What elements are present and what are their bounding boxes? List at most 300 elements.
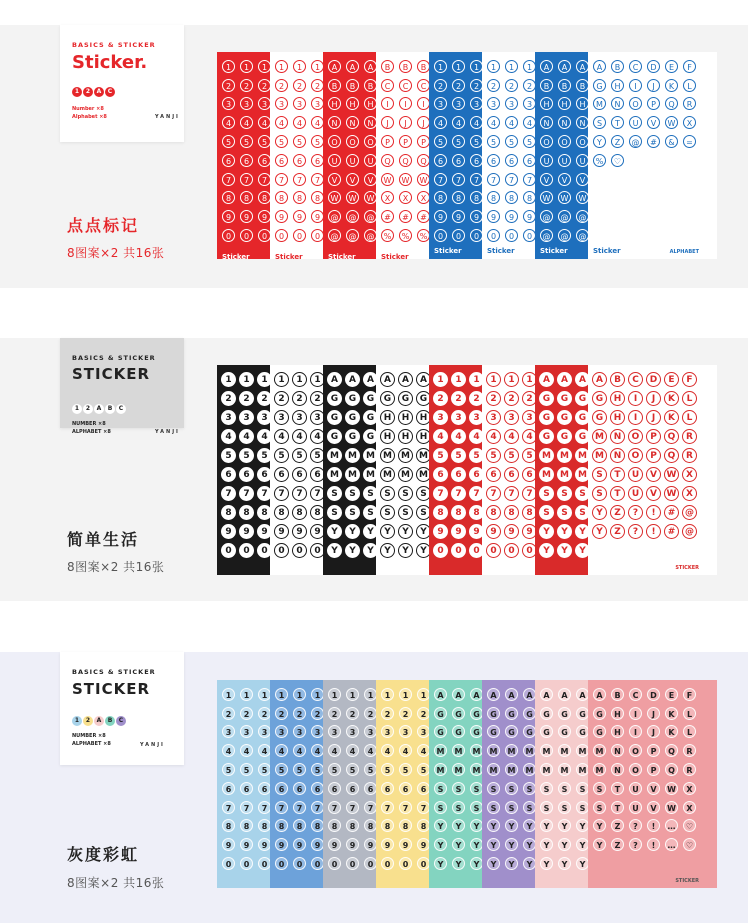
sticker-cell (627, 741, 644, 760)
sticker-cell (379, 427, 396, 446)
sticker-cell (273, 484, 290, 503)
sticker-cell (574, 408, 588, 427)
sticker-cell (468, 57, 482, 76)
sticker-dot: A (593, 688, 606, 701)
sticker-cell (450, 723, 467, 742)
sticker-dot: 8 (451, 505, 466, 520)
sticker-cell (344, 522, 361, 541)
sticker-dot: 0 (486, 543, 501, 558)
sticker-dot: 1 (522, 372, 535, 387)
sticker-cell (362, 522, 376, 541)
sticker-dot: @ (540, 229, 553, 242)
sticker-cell (591, 370, 608, 389)
sticker-dot: 8 (364, 819, 376, 832)
sticker-cell (645, 95, 662, 114)
sticker-dot: @ (558, 210, 571, 223)
sticker-dot: S (434, 801, 447, 814)
sticker-cell (238, 522, 255, 541)
sticker-dot: J (647, 79, 660, 92)
sticker-cell (309, 427, 323, 446)
sticker-cell (538, 408, 555, 427)
sticker-dot: M (576, 763, 588, 776)
sticker-cell (291, 151, 308, 170)
sticker-cell (663, 741, 680, 760)
sticker-cell (326, 541, 343, 560)
sticker-cell (220, 370, 237, 389)
sticker-cell (503, 704, 520, 723)
section-subtitle: 8图案×2 共16张 (67, 246, 165, 260)
sticker-dot: S (575, 486, 588, 501)
sticker-dot: 7 (487, 173, 500, 186)
sticker-cell (238, 798, 255, 817)
sticker-dot: 1 (240, 60, 253, 73)
sticker-cell (238, 151, 255, 170)
sticker-cell (273, 226, 290, 245)
sticker-cell (379, 57, 396, 76)
sticker-cell (415, 226, 429, 245)
strip-label: Sticker (434, 247, 462, 255)
sticker-cell (273, 465, 290, 484)
sticker-dot: G (575, 391, 588, 406)
sticker-dot: J (417, 116, 429, 129)
sticker-dot: 8 (470, 191, 482, 204)
sticker-dot: 5 (293, 135, 306, 148)
sticker-cell (450, 465, 467, 484)
sticker-dot: H (364, 97, 376, 110)
sticker-dot: 6 (292, 467, 307, 482)
sticker-cell (326, 226, 343, 245)
sticker-cell (538, 760, 555, 779)
sticker-cell (521, 408, 535, 427)
sticker-dot: ! (647, 819, 660, 832)
strip-footer: ALPHABET (669, 249, 699, 255)
sticker-cell (663, 76, 680, 95)
sticker-cell (256, 704, 270, 723)
sticker-dot: H (558, 97, 571, 110)
sticker-dot: 4 (222, 116, 235, 129)
sticker-dot: 9 (258, 210, 270, 223)
sticker-cell (663, 389, 680, 408)
sticker-dot: 6 (274, 467, 289, 482)
sticker-cell (450, 170, 467, 189)
sticker-dot: 3 (381, 725, 394, 738)
sticker-cell (238, 189, 255, 208)
sticker-dot: A (576, 60, 588, 73)
sticker-dot: 8 (275, 191, 288, 204)
package-card (60, 25, 184, 142)
sticker-dot: J (647, 707, 660, 720)
meta-line2: ALPHABET ×8 (72, 741, 111, 747)
sticker-cell (309, 189, 323, 208)
sticker-dot: 9 (275, 210, 288, 223)
sticker-dot: G (470, 707, 482, 720)
sticker-cell (538, 522, 555, 541)
sticker-dot: X (682, 486, 697, 501)
sticker-dot: Y (558, 838, 571, 851)
sticker-dot: Y (470, 838, 482, 851)
sticker-dot: 1 (222, 688, 235, 701)
sticker-dot: Y (363, 543, 376, 558)
sticker-dot: 0 (311, 229, 323, 242)
sticker-cell (432, 541, 449, 560)
sticker-cell (681, 503, 698, 522)
sticker-dot: 1 (222, 60, 235, 73)
sticker-dot: @ (328, 210, 341, 223)
sticker-grid (432, 370, 482, 560)
sticker-dot: 2 (505, 79, 518, 92)
sticker-cell (538, 389, 555, 408)
sticker-dot: W (664, 467, 679, 482)
sticker-dot: Y (416, 543, 429, 558)
sticker-cell (291, 76, 308, 95)
sticker-dot: 4 (364, 744, 376, 757)
sticker-cell (485, 723, 502, 742)
sticker-dot: S (363, 486, 376, 501)
sticker-cell (309, 57, 323, 76)
sticker-dot: 9 (239, 524, 254, 539)
sticker-dot: B (576, 79, 588, 92)
package-dots (72, 716, 127, 726)
sticker-cell (291, 132, 308, 151)
sticker-dot: S (327, 505, 342, 520)
package-dots (72, 87, 116, 97)
sticker-dot: 2 (240, 707, 253, 720)
sticker-cell (415, 57, 429, 76)
sticker-dot: M (540, 763, 553, 776)
sticker-cell (273, 685, 290, 704)
sticker-cell (468, 226, 482, 245)
sticker-dot: 0 (487, 229, 500, 242)
sticker-dot: 2 (417, 707, 429, 720)
sticker-grid (220, 57, 270, 245)
sticker-dot: 7 (293, 173, 306, 186)
sticker-grid (591, 370, 717, 541)
sticker-cell (344, 760, 361, 779)
sticker-dot: Q (664, 429, 679, 444)
sticker-cell (538, 113, 555, 132)
sticker-dot: B (381, 60, 394, 73)
sticker-cell (326, 207, 343, 226)
sticker-dot: Y (505, 819, 518, 832)
sticker-cell (681, 685, 698, 704)
sticker-cell (538, 427, 555, 446)
sticker-cell (415, 132, 429, 151)
sticker-cell (256, 854, 270, 873)
sticker-grid (326, 57, 376, 245)
sticker-cell (220, 389, 237, 408)
sticker-cell (238, 170, 255, 189)
sticker-cell (397, 427, 414, 446)
sticker-dot: X (683, 801, 696, 814)
sticker-cell (273, 817, 290, 836)
sticker-dot: 5 (486, 448, 501, 463)
sticker-cell (256, 798, 270, 817)
sticker-cell (574, 151, 588, 170)
sticker-dot: 5 (239, 448, 254, 463)
sticker-cell (220, 798, 237, 817)
sticker-cell (521, 207, 535, 226)
sticker-cell (379, 113, 396, 132)
sticker-cell (256, 76, 270, 95)
sticker-cell (415, 389, 429, 408)
sticker-cell (503, 835, 520, 854)
sticker-cell (344, 704, 361, 723)
sticker-cell (415, 151, 429, 170)
sticker-cell (362, 207, 376, 226)
sticker-dot: 2 (399, 707, 412, 720)
sticker-dot: 2 (258, 79, 270, 92)
sticker-cell (220, 408, 237, 427)
sticker-dot: Y (434, 838, 447, 851)
sticker-dot: H (380, 429, 395, 444)
sticker-dot: A (593, 60, 606, 73)
sticker-dot: 1 (381, 688, 394, 701)
sticker-dot: 9 (452, 210, 465, 223)
sticker-cell (379, 779, 396, 798)
sticker-cell (503, 95, 520, 114)
sticker-dot: 6 (470, 154, 482, 167)
sticker-dot: ♡ (683, 819, 696, 832)
sticker-cell (432, 95, 449, 114)
sticker-dot: L (683, 79, 696, 92)
sticker-cell (556, 207, 573, 226)
sticker-dot: P (646, 448, 661, 463)
sticker-dot: A (558, 60, 571, 73)
sticker-dot: 4 (275, 116, 288, 129)
sticker-cell (344, 370, 361, 389)
sticker-dot: V (646, 467, 661, 482)
sticker-dot: S (470, 782, 482, 795)
sticker-dot: 8 (310, 505, 323, 520)
sticker-dot: W (665, 782, 678, 795)
sticker-cell (256, 446, 270, 465)
sticker-dot: I (629, 707, 642, 720)
sticker-dot: W (399, 173, 412, 186)
sticker-dot: 4 (240, 116, 253, 129)
sticker-dot: 3 (328, 725, 341, 738)
sticker-sheet (535, 365, 588, 575)
sticker-cell (309, 207, 323, 226)
sticker-cell (468, 389, 482, 408)
sticker-dot: 4 (470, 116, 482, 129)
sticker-dot: 4 (451, 429, 466, 444)
sticker-dot: 3 (452, 97, 465, 110)
sticker-dot: Y (327, 524, 342, 539)
sticker-cell (397, 704, 414, 723)
sticker-cell (538, 723, 555, 742)
sticker-cell (309, 704, 323, 723)
sticker-dot: A (592, 372, 607, 387)
sticker-cell (291, 207, 308, 226)
sticker-cell (485, 465, 502, 484)
sticker-dot: 6 (310, 467, 323, 482)
sticker-dot: 8 (504, 505, 519, 520)
sticker-dot: 4 (222, 744, 235, 757)
sticker-dot: 0 (274, 543, 289, 558)
sticker-dot: P (399, 135, 412, 148)
sticker-cell (432, 741, 449, 760)
sticker-cell (645, 57, 662, 76)
sticker-cell (574, 484, 588, 503)
sticker-cell (538, 704, 555, 723)
sticker-cell (663, 704, 680, 723)
sticker-cell (681, 113, 698, 132)
sticker-cell (256, 389, 270, 408)
sticker-dot: G (345, 410, 360, 425)
sticker-cell (663, 798, 680, 817)
sticker-dot: V (576, 173, 588, 186)
sticker-dot: K (665, 725, 678, 738)
sticker-cell (485, 151, 502, 170)
sticker-cell (415, 465, 429, 484)
sticker-cell (521, 427, 535, 446)
sticker-cell (220, 503, 237, 522)
sticker-cell (521, 113, 535, 132)
sticker-cell (309, 835, 323, 854)
package-brand: YANJI (155, 429, 180, 435)
sticker-dot: B (611, 688, 624, 701)
sticker-cell (397, 170, 414, 189)
sticker-cell (485, 522, 502, 541)
sticker-dot: N (328, 116, 341, 129)
sticker-cell (256, 170, 270, 189)
sticker-dot: K (664, 391, 679, 406)
sticker-dot: M (592, 429, 607, 444)
sticker-cell (609, 465, 626, 484)
sticker-dot: 3 (239, 410, 254, 425)
sticker-cell (432, 427, 449, 446)
sticker-cell (521, 57, 535, 76)
sticker-cell (379, 685, 396, 704)
sticker-dot: 8 (487, 191, 500, 204)
sticker-dot: # (381, 210, 394, 223)
sticker-dot: I (417, 97, 429, 110)
sticker-dot: 5 (221, 448, 236, 463)
sticker-dot: U (540, 154, 553, 167)
sticker-cell (468, 779, 482, 798)
sticker-dot: G (593, 707, 606, 720)
sticker-cell (521, 760, 535, 779)
sticker-dot: Y (576, 838, 588, 851)
sticker-dot: G (593, 725, 606, 738)
sticker-dot: T (610, 486, 625, 501)
sticker-cell (681, 798, 698, 817)
sticker-cell (432, 408, 449, 427)
sticker-dot: G (540, 725, 553, 738)
sticker-dot: 1 (240, 688, 253, 701)
sticker-dot: D (647, 60, 660, 73)
sticker-cell (538, 541, 555, 560)
sticker-dot: Y (540, 857, 553, 870)
sticker-dot: J (381, 116, 394, 129)
sticker-dot: # (647, 135, 660, 148)
sticker-dot: 6 (522, 467, 535, 482)
sticker-dot: 5 (381, 763, 394, 776)
sticker-dot: # (664, 505, 679, 520)
sticker-cell (521, 741, 535, 760)
sticker-dot: 6 (451, 467, 466, 482)
sticker-dot: Q (665, 744, 678, 757)
sticker-dot: 5 (222, 135, 235, 148)
sticker-dot: 3 (257, 410, 270, 425)
sticker-cell (344, 151, 361, 170)
sticker-dot: G (345, 391, 360, 406)
sticker-cell (379, 817, 396, 836)
sticker-cell (450, 207, 467, 226)
sticker-cell (485, 541, 502, 560)
sticker-cell (273, 170, 290, 189)
sticker-dot: 5 (469, 448, 482, 463)
sticker-cell (468, 189, 482, 208)
sticker-cell (273, 408, 290, 427)
sticker-cell (362, 189, 376, 208)
sticker-cell (309, 685, 323, 704)
sticker-dot: 5 (399, 763, 412, 776)
sticker-dot: G (523, 725, 535, 738)
sticker-dot: 4 (504, 429, 519, 444)
sticker-dot: 4 (417, 744, 429, 757)
sticker-dot: 0 (505, 229, 518, 242)
sticker-dot: 1 (487, 60, 500, 73)
sticker-dot: G (558, 725, 571, 738)
sticker-dot: 0 (504, 543, 519, 558)
sticker-cell (432, 465, 449, 484)
sticker-cell (432, 207, 449, 226)
sticker-dot: W (558, 191, 571, 204)
sticker-cell (379, 854, 396, 873)
sticker-dot: C (629, 60, 642, 73)
sticker-dot: 5 (293, 763, 306, 776)
sticker-dot: 7 (469, 486, 482, 501)
sticker-sheet (588, 680, 717, 888)
sticker-dot: S (487, 782, 500, 795)
sticker-dot: 7 (364, 801, 376, 814)
sticker-dot: M (345, 448, 360, 463)
sticker-dot: Q (664, 448, 679, 463)
sticker-cell (627, 57, 644, 76)
sticker-dot: Y (539, 524, 554, 539)
sticker-cell (574, 685, 588, 704)
sticker-dot: Y (345, 543, 360, 558)
sticker-dot: 5 (487, 135, 500, 148)
strip-label: Sticker (381, 253, 409, 259)
sticker-cell (503, 760, 520, 779)
sticker-cell (220, 835, 237, 854)
sticker-dot: 8 (221, 505, 236, 520)
sticker-cell (503, 465, 520, 484)
sticker-dot: 1 (221, 372, 236, 387)
sticker-dot: G (592, 410, 607, 425)
sticker-dot: 8 (486, 505, 501, 520)
sticker-dot: G (434, 725, 447, 738)
sticker-cell (609, 779, 626, 798)
sticker-dot: ♡ (611, 154, 624, 167)
sticker-dot: W (328, 191, 341, 204)
sticker-dot: 3 (487, 97, 500, 110)
sticker-cell (591, 113, 608, 132)
sticker-cell (574, 389, 588, 408)
sticker-dot: 2 (328, 707, 341, 720)
sticker-cell (220, 207, 237, 226)
sticker-cell (326, 170, 343, 189)
sticker-dot: M (540, 744, 553, 757)
sticker-cell (344, 113, 361, 132)
sticker-dot: W (664, 486, 679, 501)
sticker-dot: 0 (258, 857, 270, 870)
sticker-dot: T (611, 116, 624, 129)
sticker-cell (256, 465, 270, 484)
sticker-dot: 8 (417, 819, 429, 832)
